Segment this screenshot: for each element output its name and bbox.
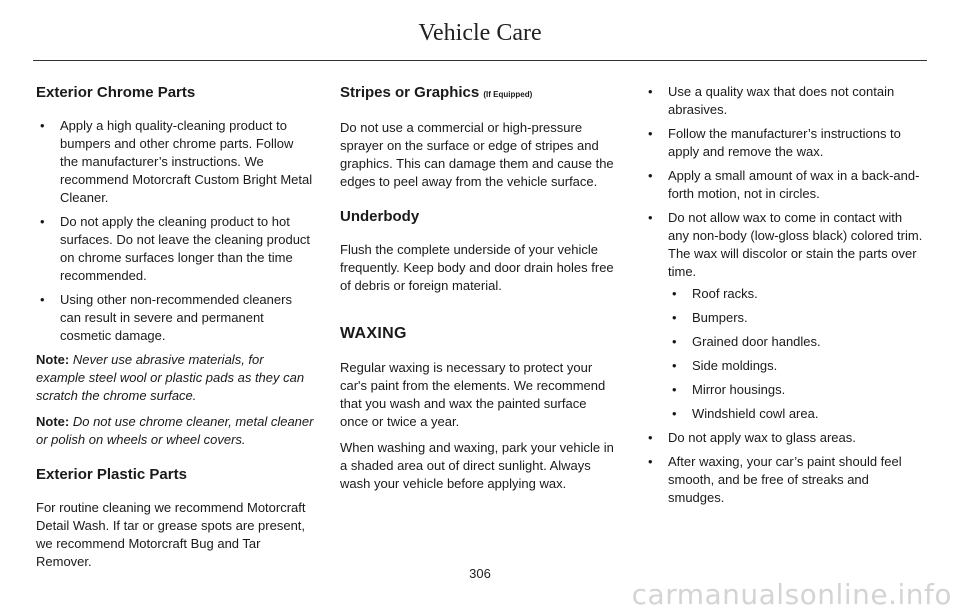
note-label: Note: (36, 352, 70, 367)
stripes-paragraph: Do not use a commercial or high-pressure sprayer on the surface or edge of stripes and graphics. This can damage them and cause the edges to peel away from the vehicle surface. (340, 120, 614, 189)
sub-list-item: • Grained door handles. (668, 333, 926, 351)
page-title: Vehicle Care (418, 20, 542, 46)
waxing-paragraph-1: Regular waxing is necessary to protect your car's paint from the elements. We recommend that you wash and wax the painted surface once or twice a year. (340, 360, 606, 429)
list-item: • Apply a high quality-cleaning product to bumpers and other chrome parts. Follow the manufacturer’s instructions. We recommend Motorcraft Custom Bright Metal Cleaner. (36, 117, 314, 207)
page-number: 306 (469, 566, 491, 581)
column-left (36, 83, 314, 579)
note-label: Note: (36, 414, 70, 429)
underbody-heading: Underbody (340, 208, 420, 225)
underbody-paragraph: Flush the complete underside of your vehicle frequently. Keep body and door drain holes free of debris or foreign material. (340, 242, 614, 293)
plastic-paragraph: For routine cleaning we recommend Motorcraft Detail Wash. If tar or grease spots are present, we recommend Motorcraft Bug and Tar Remover. (36, 500, 306, 569)
note-chrome-cleaner (36, 413, 314, 449)
wax-bullet-list (644, 83, 926, 507)
sub-list-item: • Windshield cowl area. (668, 405, 926, 423)
waxing-heading: WAXING (340, 325, 407, 342)
chrome-bullet-list (36, 117, 314, 345)
chrome-heading: Exterior Chrome Parts (36, 84, 196, 101)
list-item-text: Do not allow wax to come in contact with any non-body (low-gloss black) colored trim. The wax will discolor or stain the parts over time. (668, 210, 923, 279)
list-item: • Do not apply the cleaning product to hot surfaces. Do not leave the cleaning product on chrome surfaces longer than the time recommended. (36, 213, 314, 285)
trim-sub-list (668, 285, 926, 423)
column-middle (340, 83, 618, 501)
watermark: carmanualsonline.info (631, 578, 952, 611)
sub-list-item: • Roof racks. (668, 285, 926, 303)
note-text: Never use abrasive materials, for example steel wool or plastic pads as they can scratch the chrome surface. (36, 352, 305, 403)
list-item-with-sublist (644, 209, 926, 423)
note-text: Do not use chrome cleaner, metal cleaner or polish on wheels or wheel covers. (36, 414, 314, 447)
plastic-heading: Exterior Plastic Parts (36, 466, 187, 483)
stripes-heading-text: Stripes or Graphics (340, 84, 480, 101)
stripes-qualifier: (If Equipped) (483, 90, 533, 99)
list-item: • Follow the manufacturer’s instructions to apply and remove the wax. (644, 125, 926, 161)
header-divider (33, 60, 927, 61)
list-item: • Apply a small amount of wax in a back-and-forth motion, not in circles. (644, 167, 926, 203)
sub-list-item: • Mirror housings. (668, 381, 926, 399)
list-item: • Use a quality wax that does not contain abrasives. (644, 83, 926, 119)
column-right (644, 83, 926, 513)
list-item: • Using other non-recommended cleaners can result in severe and permanent cosmetic damage. (36, 291, 314, 345)
list-item: • Do not apply wax to glass areas. (644, 429, 926, 447)
waxing-paragraph-2: When washing and waxing, park your vehicle in a shaded area out of direct sunlight. Always wash your vehicle before applying wax. (340, 440, 614, 491)
sub-list-item: • Bumpers. (668, 309, 926, 327)
note-abrasive (36, 351, 314, 405)
sub-list-item: • Side moldings. (668, 357, 926, 375)
list-item: • After waxing, your car’s paint should feel smooth, and be free of streaks and smudges. (644, 453, 926, 507)
stripes-heading (340, 83, 618, 105)
